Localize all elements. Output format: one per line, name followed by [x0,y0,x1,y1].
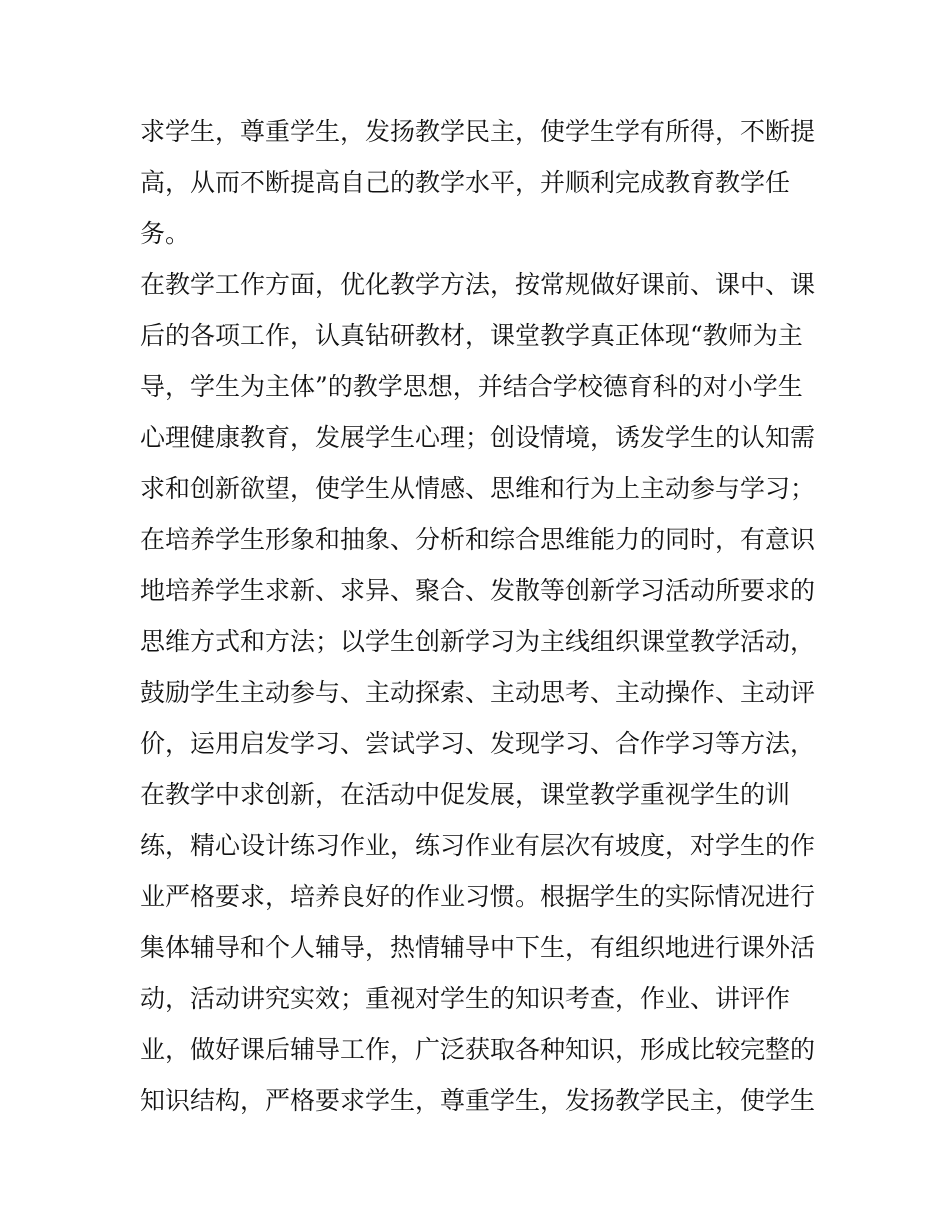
text-line: 高，从而不断提高自己的教学水平，并顺利完成教育教学任 [140,168,791,197]
text-line: 价，运用启发学习、尝试学习、发现学习、合作学习等方法， [140,729,816,758]
text-line: 求学生，尊重学生，发扬教学民主，使学生学有所得，不断提 [140,117,816,146]
text-line: 导，学生为主体”的教学思想，并结合学校德育科的对小学生 [140,372,803,401]
text-line: 业，做好课后辅导工作，广泛获取各种知识，形成比较完整的 [140,1035,816,1064]
text-line: 在教学工作方面，优化教学方法，按常规做好课前、课中、课 [140,270,816,299]
text-line: 鼓励学生主动参与、主动探索、主动思考、主动操作、主动评 [140,678,816,707]
text-line: 练，精心设计练习作业，练习作业有层次有坡度，对学生的作 [140,831,816,860]
text-line: 集体辅导和个人辅导，热情辅导中下生，有组织地进行课外活 [140,933,816,962]
text-line: 在教学中求创新，在活动中促发展，课堂教学重视学生的训 [140,780,791,809]
text-line: 业严格要求，培养良好的作业习惯。根据学生的实际情况进行 [140,882,816,911]
text-line: 思维方式和方法；以学生创新学习为主线组织课堂教学活动， [140,627,816,656]
text-line: 务。 [140,219,191,248]
text-line: 在培养学生形象和抽象、分析和综合思维能力的同时，有意识 [140,525,816,554]
text-line: 求和创新欲望，使学生从情感、思维和行为上主动参与学习； [140,474,816,503]
text-line: 动，活动讲究实效；重视对学生的知识考查，作业、讲评作 [140,984,791,1013]
text-line: 心理健康教育，发展学生心理；创设情境，诱发学生的认知需 [140,423,816,452]
text-line: 知识结构，严格要求学生，尊重学生，发扬教学民主，使学生 [140,1086,816,1115]
text-line: 后的各项工作，认真钻研教材，课堂教学真正体现“教师为主 [140,321,803,350]
body-text [140,106,820,1126]
text-line: 地培养学生求新、求异、聚合、发散等创新学习活动所要求的 [140,576,816,605]
